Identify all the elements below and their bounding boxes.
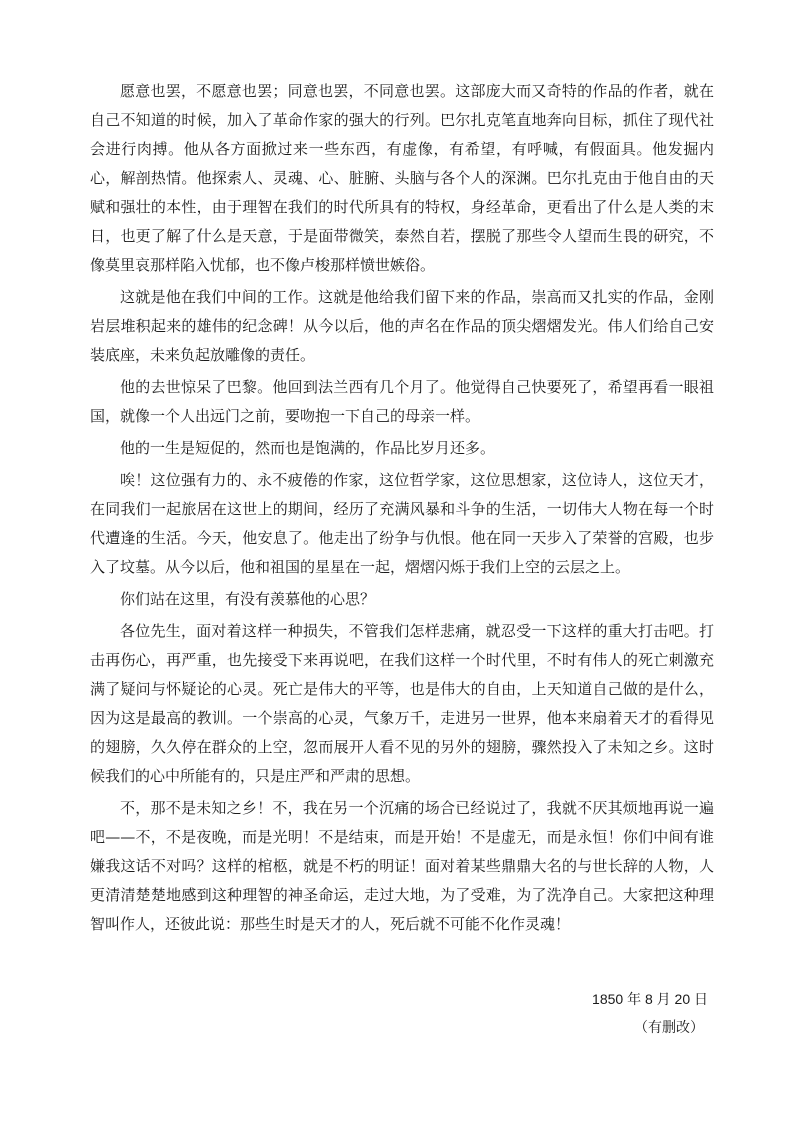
paragraph-8: 不，那不是未知之乡！不，我在另一个沉痛的场合已经说过了，我就不厌其烦地再说一遍吧——不，不是夜晚，而是光明！不是结束，而是开始！不是虚无，而是永恒！你们中间有谁嫌我这话不对吗？这样的棺柩，就是不朽的明证！面对着某些鼎鼎大名的与世长辞的人物，人更清清楚楚地感到这种理智的神圣命运，走过大地，为了受难，为了洗净自己。大家把这种理智叫作人，还彼此说：那些生时是天才的人，死后就不可能不化作灵魂！ bbox=[90, 799, 714, 933]
paragraph-2: 这就是他在我们中间的工作。这就是他给我们留下来的作品，崇高而又扎实的作品，金刚岩层堆积起来的雄伟的纪念碑！从今以后，他的声名在作品的顶尖熠熠发光。伟人们给自己安装底座，未来负起放雕像的责任。 bbox=[90, 288, 714, 364]
speech-date: 1850 年 8 月 20 日 bbox=[592, 991, 708, 1007]
paragraph-7: 各位先生，面对着这样一种损失，不管我们怎样悲痛，就忍受一下这样的重大打击吧。打击再伤心，再严重，也先接受下来再说吧，在我们这样一个时代里，不时有伟人的死亡刺激充满了疑问与怀疑论的心灵。死亡是伟大的平等，也是伟大的自由，上天知道自己做的是什么，因为这是最高的教训。一个崇高的心灵，气象万千，走进另一世界，他本来扇着天才的看得见的翅膀，久久停在群众的上空，忽而展开人看不见的另外的翅膀，骤然投入了未知之乡。这时候我们的心中所能有的，只是庄严和严肃的思想。 bbox=[90, 622, 714, 785]
paragraph-5: 唉！这位强有力的、永不疲倦的作家，这位哲学家，这位思想家，这位诗人，这位天才，在同我们一起旅居在这世上的期间，经历了充满风暴和斗争的生活，一切伟大人物在每一个时代遭逢的生活。今天，他安息了。他走出了纷争与仇恨。他在同一天步入了荣誉的宫殿，也步入了坟墓。从今以后，他和祖国的星星在一起，熠熠闪烁于我们上空的云层之上。 bbox=[90, 471, 714, 576]
paragraph-6: 你们站在这里，有没有羡慕他的心思？ bbox=[120, 590, 376, 608]
document-body bbox=[90, 77, 714, 942]
abridged-note: （有删改） bbox=[634, 1020, 704, 1036]
paragraph-1: 愿意也罢，不愿意也罢；同意也罢，不同意也罢。这部庞大而又奇特的作品的作者，就在自己不知道的时候，加入了革命作家的强大的行列。巴尔扎克笔直地奔向目标，抓住了现代社会进行肉搏。他从各方面掀过来一些东西，有虚像，有希望，有呼喊，有假面具。他发掘内心，解剖热情。他探索人、灵魂、心、脏腑、头脑与各个人的深渊。巴尔扎克由于他自由的天赋和强壮的本性，由于理智在我们的时代所具有的特权，身经革命，更看出了什么是人类的末日，也更了解了什么是天意，于是面带微笑，泰然自若，摆脱了那些令人望而生畏的研究，不像莫里哀那样陷入忧郁，也不像卢梭那样愤世嫉俗。 bbox=[90, 82, 714, 274]
paragraph-4: 他的一生是短促的，然而也是饱满的，作品比岁月还多。 bbox=[120, 439, 496, 457]
paragraph-3: 他的去世惊呆了巴黎。他回到法兰西有几个月了。他觉得自己快要死了，希望再看一眼祖国，就像一个人出远门之前，要吻抱一下自己的母亲一样。 bbox=[90, 378, 714, 425]
